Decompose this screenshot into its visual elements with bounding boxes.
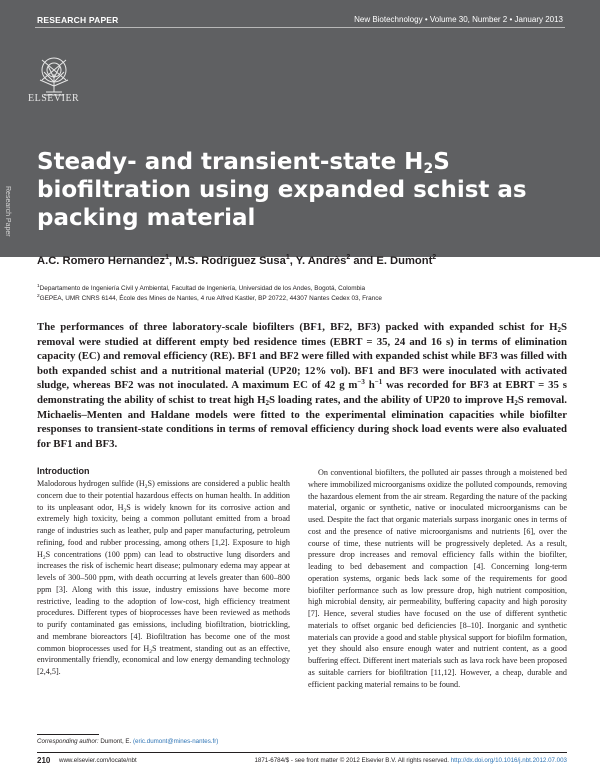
- title-line: biofiltration using expanded schist as: [37, 177, 527, 203]
- author-name: M.S. Rodríguez Susa: [175, 255, 286, 267]
- affiliation: $^2$GEPEA, UMR CNRS 6144, École des Mines de Nantes, 4 rue Alfred Kastler, BP 20722, 44307 Nantes Cedex 03, France: [37, 294, 382, 302]
- section-heading-introduction: Introduction: [37, 466, 90, 476]
- page-number: 210: [37, 756, 51, 765]
- publisher-name: ELSEVIER: [28, 93, 80, 104]
- corresponding-author-note: Corresponding author: Dumont, E. (eric.dumont@mines-nantes.fr): [37, 738, 219, 745]
- journal-url-link[interactable]: www.elsevier.com/locate/nbt: [59, 757, 137, 764]
- footer-divider: [37, 752, 567, 753]
- article-title: [37, 148, 567, 232]
- author-list: A.C. Romero Hernandez$^1$, M.S. Rodríguez Susa$^1$, Y. Andrès$^2$ and E. Dumont$^2$: [37, 254, 437, 267]
- author-name: Y. Andrès: [295, 255, 347, 267]
- journal-info: [354, 15, 563, 24]
- banner-divider: [35, 27, 565, 28]
- separator: •: [509, 15, 513, 24]
- side-label: Research Paper: [4, 186, 11, 237]
- journal-name: New Biotechnology: [354, 15, 423, 24]
- body-column-right: On conventional biofilters, the polluted air passes through a moistened bed where immobilized microorganisms oxidize the polluted compounds, removing the hazardous element from the air stream. Regarding the nature of the packing material, organic or synthetic, native or inoculated microorganisms can be used. Despite the fact that organic materials surpass inorganic ones in terms of cost and the presence of native microorganisms and nutrients [6], over the course of time, these nutrients will be progressively depleted. As a result, pressure drop increases and removal efficiency falls within the biofilter, leading to bed debasement and compaction [4]. Concerning long-term operation systems, organic beds lack some of the requirements for good biofilter performance such as low pressure drop, high nutrient composition, high microbial density, air permeability, buffering capacity and high porosity [7]. Hence, several studies have focused on the use of different synthetic materials to offset organic bed deficiencies [8–10]. Inorganic and synthetic materials can provide a good and stable physical support for biofilm formation, yet they should also ensure enough water and nutrient content, as a good buffering effect. Different inert materials such as lava rock have been proposed as suitable carriers for biofiltration [11,12]. However, a cheap, durable and efficient packing material remains to be found.: [308, 468, 567, 689]
- abstract: The performances of three laboratory-scale biofilters (BF1, BF2, BF3) packed with expanded schist for $H_2S$ removal were studied at different empty bed residence times (EBRT = 35, 24 and 16 s) in terms of elimination capacity (EC) and removal efficiency (RE). BF1 and BF2 were filled with expanded schist while BF3 was filled with both expanded schist and a nutritional material (UP20; 12% vol). BF1 and BF3 were inoculated with activated sludge, whereas BF2 was not inoculated. A maximum EC of 42 g $m^{-3}$ $h^{-1}$ was recorded for BF3 at EBRT = 35 s demonstrating the ability of schist to treat high $H_2S$ loading rates, and the ability of UP20 to improve $H_2S$ removal. Michaelis–Menten and Haldane models were fitted to the experimental elimination capacities while biofilter responses to transient-state conditions in terms of removal efficiency during shock load events were also evaluated for BF1 and BF3.: [37, 321, 567, 450]
- section-label: RESEARCH PAPER: [37, 15, 119, 25]
- title-line: packing material: [37, 205, 256, 231]
- body-column-left: Malodorous hydrogen sulfide $(H_2S)$ emissions are considered a public health concern due to their potential hazardous effects on human health. In addition to its unpleasant odor, $H_2S$ is widely known for its corrosive action and extremely high toxicity, being a common pollutant emitted from a broad range of industries such as leather, pulp and paper manufacturing, petroleum refining, food and rubber processing, among others [1,2]. Exposure to high $H_2S$ concentrations (100 ppm) can lead to obstructive lung disorders and increases the risk of ischemic heart disease; pulmonary edema may appear at levels of 300–500 ppm, with death occurring at levels greater than 600–800 ppm [3]. Along with this issue, industry emissions have become more restrictive, leading to the adoption of low-cost, high efficiency treatment procedures. Different types of bioprocesses have been reviewed as methods to purify contaminated gas emissions, including biofiltration, biotrickling, and membrane bioreactors [4]. Biofiltration has become one of the most common bioprocesses used for $H_2S$ treatment, standing out as an effective, environmentally friendly, economical and low energy demanding technology [2,4,5].: [37, 479, 290, 676]
- footer-copyright: 1871-6784/$ - see front matter © 2012 Elsevier B.V. All rights reserved. http://dx.doi.org/10.1016/j.nbt.2012.07.003: [254, 757, 567, 764]
- author-name: A.C. Romero Hernandez: [37, 255, 166, 267]
- author-email-link[interactable]: (eric.dumont@mines-nantes.fr): [133, 738, 219, 745]
- footnote-divider: [37, 734, 99, 735]
- doi-link[interactable]: http://dx.doi.org/10.1016/j.nbt.2012.07.003: [450, 757, 567, 764]
- journal-date: January 2013: [514, 15, 563, 24]
- author-name: E. Dumont: [376, 255, 433, 267]
- separator: •: [424, 15, 428, 24]
- affiliation: $^1$Departamento de Ingeniería Civil y Ambiental, Facultad de Ingeniería, Universidad de los Andes, Bogotá, Colombia: [37, 284, 366, 292]
- journal-volume: Volume 30, Number 2: [429, 15, 508, 24]
- title-line: Steady- and transient-state $H_2S$: [37, 149, 450, 177]
